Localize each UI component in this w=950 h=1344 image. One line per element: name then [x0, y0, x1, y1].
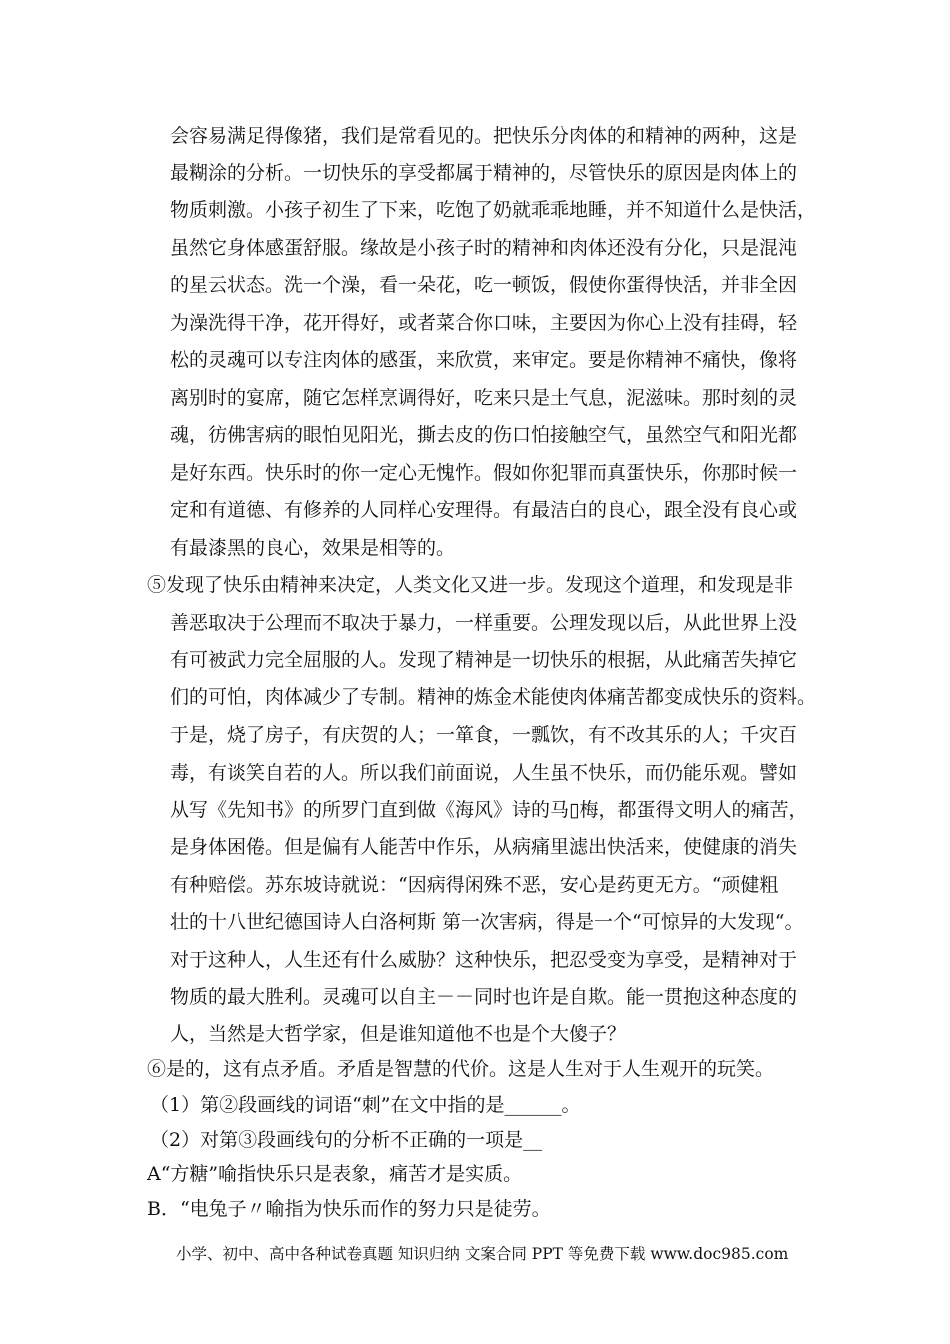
paragraph-4-line: 松的灵魂可以专注肉体的感蛋，来欣赏，来审定。要是你精神不痛快，像将 — [170, 349, 798, 371]
paragraph-4-line: 虽然它身体感蛋舒服。缘故是小孩子时的精神和肉体还没有分化，只是混沌 — [170, 237, 798, 259]
paragraph-5-line: 壮的十八世纪德国诗人白洛柯斯 第一次害病，得是一个“可惊异的大发现“。 — [170, 911, 804, 933]
paragraph-4-line: 定和有道德、有修养的人同样心安理得。有最洁白的良心，跟全没有良心或 — [170, 499, 798, 521]
question-2: （2）对第③段画线句的分析不正确的一项是__ — [150, 1129, 543, 1151]
paragraph-5-line: 物质的最大胜利。灵魂可以自主－－同时也许是自欺。能一贯抱这种态度的 — [170, 986, 798, 1008]
paragraph-5-line: 是身体困倦。但是偏有人能苦中作乐，从病痛里滤出快活来，使健康的消失 — [170, 836, 798, 858]
paragraph-4-line: 物质刺激。小孩子初生了下来，吃饱了奶就乖乖地睡，并不知道什么是快活， — [170, 199, 817, 221]
paragraph-5-line: 有可被武力完全屈服的人。发现了精神是一切快乐的根据，从此痛苦失掉它 — [170, 649, 798, 671]
paragraph-5-line: 人，当然是大哲学家，但是谁知道他不也是个大傻子？ — [170, 1023, 627, 1045]
paragraph-4-line: 有最漆黑的良心，效果是相等的。 — [170, 537, 456, 559]
paragraph-4-line: 离别时的宴席，随它怎样烹调得好，吃来只是土气息，泥滋味。那时刻的灵 — [170, 387, 798, 409]
paragraph-4-line: 魂，彷佛害病的眼怕见阳光，撕去皮的伤口怕接触空气，虽然空气和阳光都 — [170, 424, 798, 446]
paragraph-4-line: 是好东西。快乐时的你一定心无愧怍。假如你犯罪而真蛋快乐，你那时候一 — [170, 462, 798, 484]
paragraph-5-line: 善恶取决于公理而不取决于暴力，一样重要。公理发现以后，从此世界上没 — [170, 612, 798, 634]
paragraph-4-line: 会容易满足得像猪，我们是常看见的。把快乐分肉体的和精神的两种，这是 — [170, 125, 798, 147]
paragraph-5-line: 从写《先知书》的所罗门直到做《海风》诗的马▯梅，都蛋得文明人的痛苦， — [170, 799, 808, 821]
option-a: A“方糖”喻指快乐只是表象，痛苦才是实质。 — [147, 1163, 523, 1185]
paragraph-4-line: 的星云状态。洗一个澡，看一朵花，吃一顿饭，假使你蛋得快活，并非全因 — [170, 274, 798, 296]
paragraph-4-line: 为澡洗得干净，花开得好，或者菜合你口味，主要因为你心上没有挂碍，轻 — [170, 312, 798, 334]
paragraph-5-first-line: ⑤发现了快乐由精神来决定，人类文化又进一步。发现这个道理，和发现是非 — [147, 574, 794, 596]
paragraph-5-line: 对于这种人，人生还有什么威胁？这种快乐，把忍受变为享受，是精神对于 — [170, 949, 798, 971]
paragraph-5-line: 毒，有谈笑自若的人。所以我们前面说，人生虽不快乐，而仍能乐观。譬如 — [170, 762, 798, 784]
option-b: B．“电兔子〃喻指为快乐而作的努力只是徒劳。 — [147, 1198, 551, 1220]
paragraph-5-line: 于是，烧了房子，有庆贺的人；一箪食，一瓢饮，有不改其乐的人；千灾百 — [170, 724, 798, 746]
page-footer: 小学、初中、高中各种试卷真题 知识归纳 文案合同 PPT 等免费下载 www.doc985.com — [176, 1245, 789, 1263]
paragraph-5-line: 有种赔偿。苏东坡诗就说：“因病得闲殊不恶，安心是药更无方。“顽健粗 — [170, 874, 779, 896]
question-1: （1）第②段画线的词语“刺”在文中指的是______。 — [150, 1094, 581, 1116]
paragraph-6: ⑥是的，这有点矛盾。矛盾是智慧的代价。这是人生对于人生观开的玩笑。 — [147, 1058, 775, 1080]
paragraph-4-line: 最糊涂的分析。一切快乐的享受都属于精神的，尽管快乐的原因是肉体上的 — [170, 162, 798, 184]
paragraph-5-line: 们的可怕，肉体减少了专制。精神的炼金术能使肉体痛苦都变成快乐的资料。 — [170, 686, 817, 708]
